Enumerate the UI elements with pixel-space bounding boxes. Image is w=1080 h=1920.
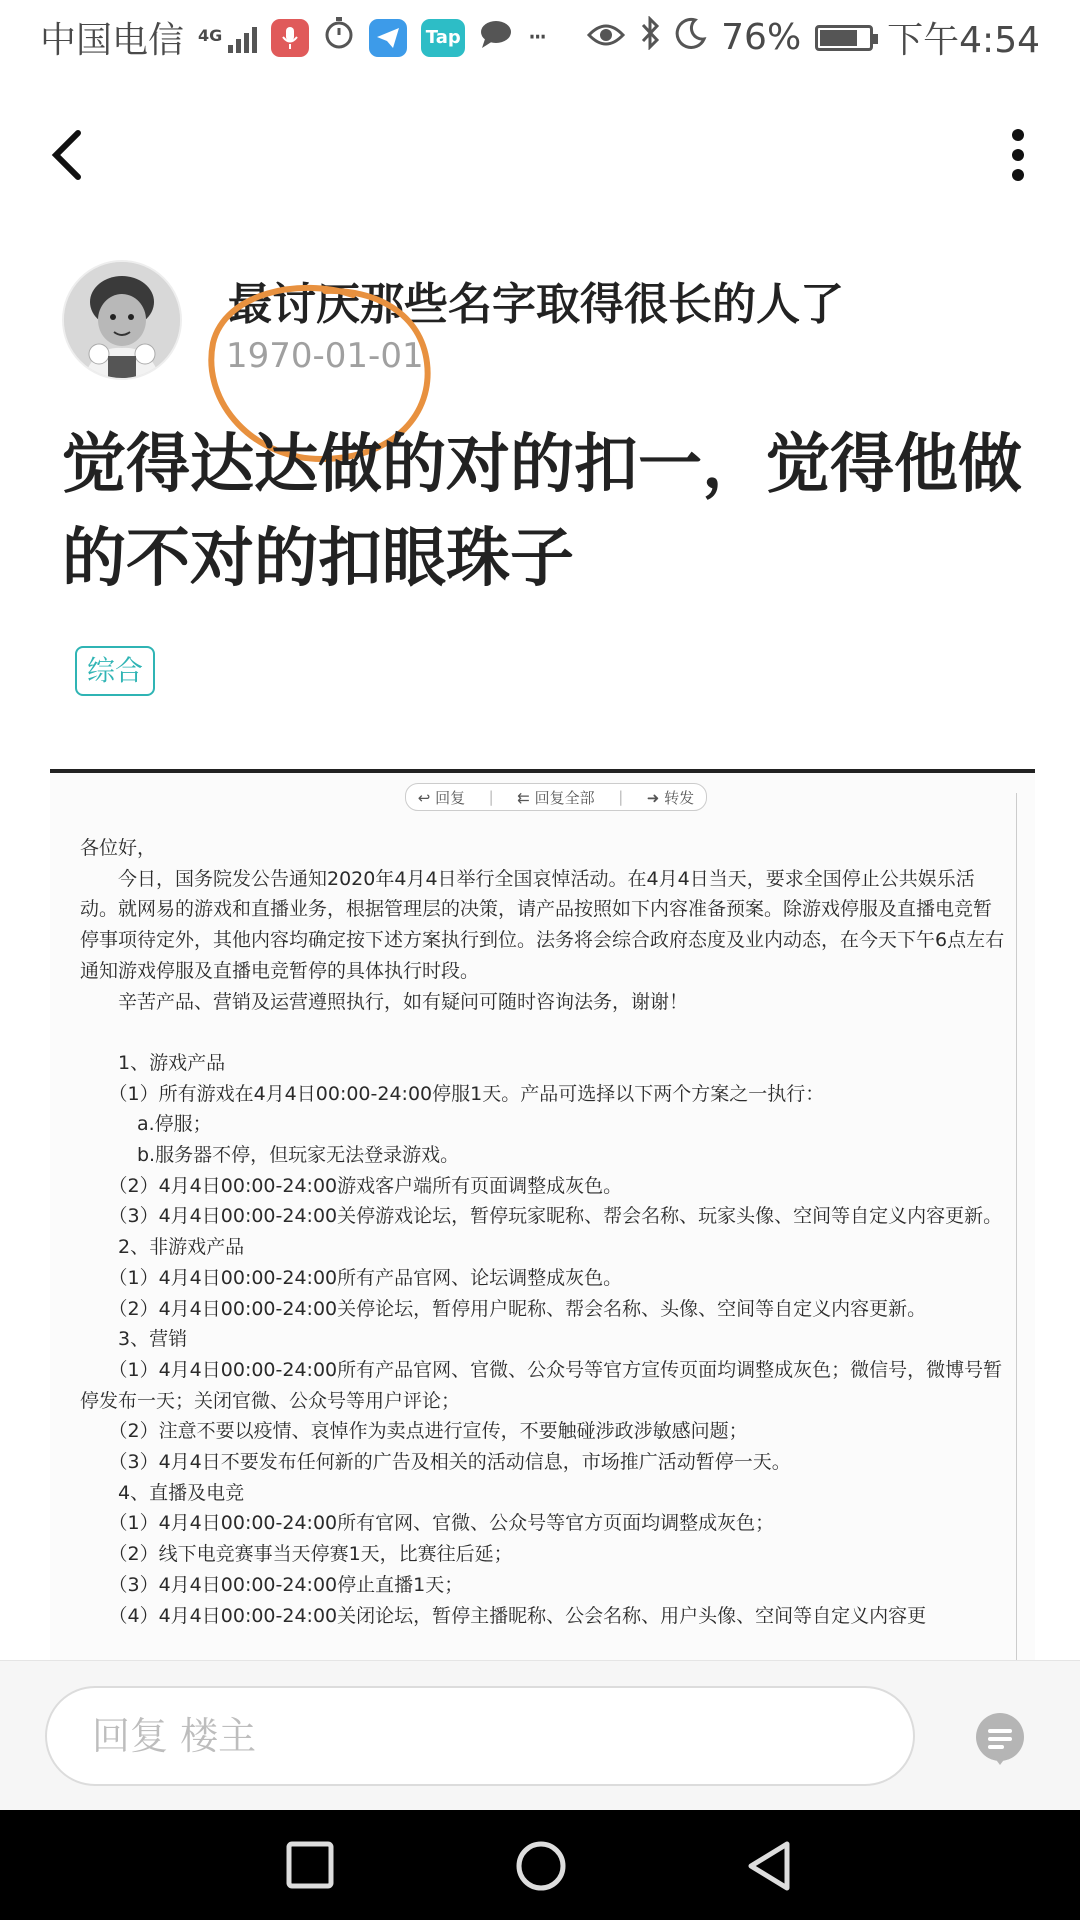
- signal-icon: [228, 23, 257, 53]
- more-vertical-icon[interactable]: [980, 125, 1040, 185]
- moon-icon: [675, 17, 707, 58]
- document-text: [80, 833, 1005, 1631]
- top-nav-bar: [0, 80, 1080, 230]
- author-avatar[interactable]: [62, 260, 182, 380]
- document-line: （1）所有游戏在4月4日00:00-24:00停服1天。产品可选择以下两个方案之一执行：: [80, 1082, 825, 1105]
- chat-bubble-icon: [479, 17, 513, 58]
- category-tag[interactable]: 综合: [75, 646, 155, 696]
- eye-icon: [587, 17, 625, 58]
- document-line: b.服务器不停，但玩家无法登录游戏。: [80, 1144, 460, 1167]
- document-line: （2）注意不要以疫情、哀悼作为卖点进行宣传，不要触碰涉政涉敏感问题；: [80, 1420, 748, 1443]
- document-line: （1）4月4日00:00-24:00所有产品官网、论坛调整成灰色。: [80, 1266, 623, 1289]
- paper-plane-icon: [369, 19, 407, 57]
- comment-send-icon[interactable]: [972, 1711, 1028, 1767]
- document-scrollbar: [1016, 793, 1027, 1663]
- system-back-icon[interactable]: [745, 1840, 795, 1892]
- status-right: [587, 12, 1040, 63]
- recent-apps-icon[interactable]: [285, 1840, 335, 1890]
- author-name[interactable]: 最讨厌那些名字取得很长的人了: [228, 279, 844, 330]
- document-line: （3）4月4日00:00-24:00关停游戏论坛，暂停玩家昵称、帮会名称、玩家头像、空间等自定义内容更新。: [80, 1205, 1003, 1228]
- back-arrow-icon[interactable]: [40, 125, 100, 185]
- document-line: 今日，国务院发公告通知2020年4月4日举行全国哀悼活动。在4月4日当天，要求全国停止公共娱乐活动。就网易的游戏和直播业务，根据管理层的决策，请产品按照如下内容准备预案。除游戏停服及直播电竞暂停事项待定外，其他内容均确定按下述方案执行到位。法务将会综合政府态度及业内动态，在今天下午6点左右通知游戏停服及直播电竞暂停的具体执行时段。: [80, 867, 1005, 982]
- document-line: （4）4月4日00:00-24:00关闭论坛，暂停主播昵称、公会名称、用户头像、空间等自定义内容更: [80, 1604, 927, 1627]
- document-line: （3）4月4日不要发布任何新的广告及相关的活动信息，市场推广活动暂停一天。: [80, 1451, 791, 1474]
- carrier-label: 中国电信: [40, 20, 185, 61]
- document-line: [80, 1017, 1005, 1048]
- post-title: 觉得达达做的对的扣一，觉得他做的不对的扣眼珠子: [62, 428, 1022, 596]
- document-line: （2）4月4日00:00-24:00关停论坛，暂停用户昵称、帮会名称、头像、空间等自定义内容更新。: [80, 1297, 927, 1320]
- reply-all-action: ⇇ 回复全部: [517, 788, 595, 807]
- home-icon[interactable]: [515, 1840, 567, 1892]
- document-line: 1、游戏产品: [80, 1051, 226, 1074]
- document-line: a.停服；: [80, 1113, 212, 1136]
- forward-action: ➜ 转发: [646, 788, 695, 807]
- document-line: （3）4月4日00:00-24:00停止直播1天；: [80, 1573, 464, 1596]
- document-line: （2）线下电竞赛事当天停赛1天，比赛往后延；: [80, 1543, 513, 1566]
- system-nav-bar: [0, 1810, 1080, 1920]
- document-line: 3、营销: [80, 1328, 188, 1351]
- bluetooth-icon: [639, 16, 661, 59]
- battery-icon: [815, 25, 873, 51]
- timer-icon: [323, 16, 355, 59]
- reply-input[interactable]: 回复 楼主: [45, 1686, 915, 1786]
- network-type: 4G: [198, 26, 223, 45]
- document-line: 2、非游戏产品: [80, 1236, 245, 1259]
- more-notifications: ···: [527, 20, 544, 55]
- document-line: （1）4月4日00:00-24:00所有官网、官微、公众号等官方页面均调整成灰色；: [80, 1512, 775, 1535]
- reply-action: ↩ 回复: [417, 788, 466, 807]
- status-left: [40, 12, 544, 63]
- document-line: 4、直播及电竞: [80, 1481, 245, 1504]
- document-line: 各位好，: [80, 837, 157, 859]
- post-image-document[interactable]: [50, 769, 1035, 1663]
- post-date: 1970-01-01: [226, 336, 424, 376]
- mic-icon: [271, 19, 309, 57]
- reply-bar: [0, 1660, 1080, 1811]
- battery-percent: 76%: [721, 17, 802, 58]
- document-line: 辛苦产品、营销及运营遵照执行，如有疑问可随时咨询法务，谢谢！: [80, 990, 689, 1013]
- tap-app-icon: Tap: [421, 19, 465, 57]
- email-toolbar: ↩ 回复 | ⇇ 回复全部 | ➜ 转发: [405, 783, 707, 811]
- document-line: （2）4月4日00:00-24:00游戏客户端所有页面调整成灰色。: [80, 1174, 623, 1197]
- document-line: （1）4月4日00:00-24:00所有产品官网、官微、公众号等官方宣传页面均调整成灰色；微信号，微博号暂停发布一天；关闭官微、公众号等用户评论；: [80, 1358, 1003, 1412]
- clock: 下午4:54: [887, 20, 1040, 61]
- status-bar: [0, 0, 1080, 75]
